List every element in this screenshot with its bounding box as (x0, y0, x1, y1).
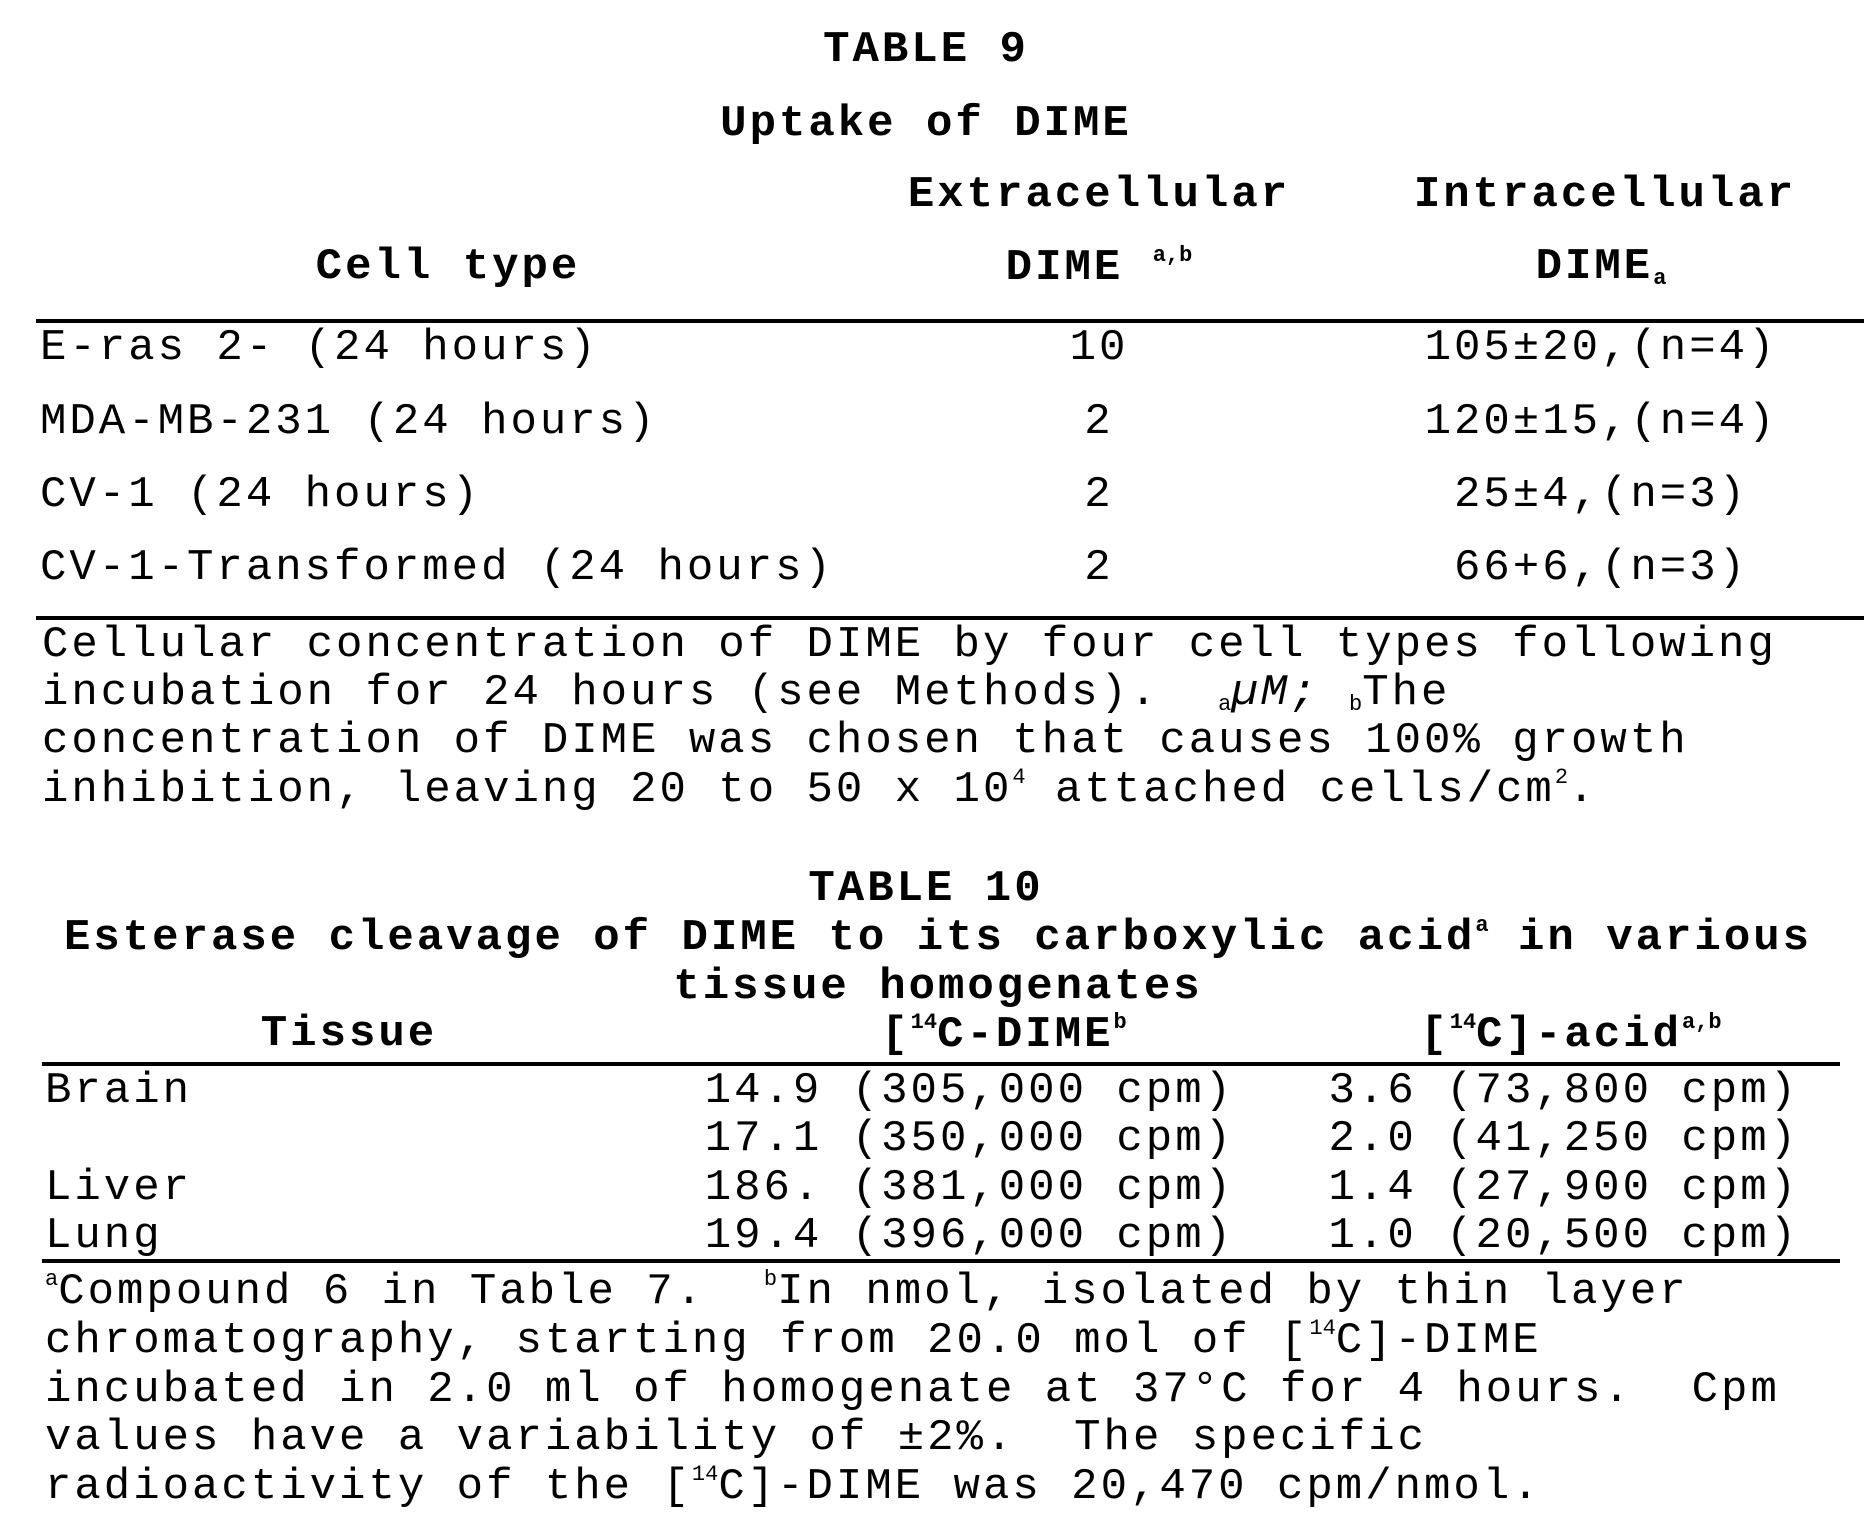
header-cell-type: Cell type (316, 245, 581, 289)
dime-value: 19.4 (396,000 cpm) (705, 1214, 1234, 1258)
caption-line: Cellular concentration of DIME by four cell types following (42, 623, 1777, 667)
footnote-text: radioactivity of the [ (45, 1462, 692, 1512)
header-c14-acid (1420, 1012, 1721, 1057)
header-text: DIME (1006, 243, 1124, 293)
footnote-line: incubated in 2.0 ml of homogenate at 37°C for 4 hours. Cpm (45, 1368, 1780, 1412)
title-text: Esterase cleavage of DIME to its carboxylic acid (64, 913, 1475, 963)
footnote-text: In nmol, isolated by thin layer (777, 1267, 1689, 1317)
cell-type: MDA-MB-231 (24 hours) (40, 400, 658, 444)
footnote-line (45, 1269, 1689, 1314)
isotope: 14 (1450, 1010, 1476, 1035)
acid-value: 3.6 (73,800 cpm) (1329, 1069, 1799, 1113)
table10-label: TABLE 10 (808, 867, 1043, 911)
extracellular-value: 2 (1084, 473, 1113, 517)
bracket: [ (881, 1010, 910, 1060)
exponent: 4 (1012, 765, 1025, 790)
title-text: in various (1489, 913, 1812, 963)
cell-type: CV-1 (24 hours) (40, 473, 481, 517)
footnote-mark: a (45, 1267, 58, 1292)
acid-value: 2.0 (41,250 cpm) (1329, 1117, 1799, 1161)
caption-line (42, 671, 1450, 716)
intracellular-value: 120±15,(n=4) (1425, 400, 1778, 444)
tissue: Liver (45, 1166, 192, 1210)
tissue: Brain (45, 1069, 192, 1113)
footnote-mark: a,b (1153, 243, 1193, 268)
footnote-text: Compound 6 in Table 7. (58, 1267, 764, 1317)
table10-bottom-rule (42, 1259, 1840, 1263)
footnote-text: chromatography, starting from 20.0 mol of [ (45, 1316, 1309, 1366)
intracellular-value: 66+6,(n=3) (1454, 546, 1748, 590)
header-text: C-DIME (937, 1010, 1113, 1060)
footnote-mark: a (1475, 913, 1488, 938)
footnote-text: C]-DIME (1336, 1316, 1542, 1366)
header-extracellular-line2 (1006, 245, 1193, 290)
footnote-line (45, 1318, 1542, 1363)
header-extracellular-line1: Extracellular (908, 173, 1290, 217)
caption-text: µM; (1231, 668, 1349, 718)
header-c14-dime (881, 1012, 1126, 1057)
bracket: [ (1420, 1010, 1449, 1060)
header-intracellular-line2 (1536, 245, 1667, 290)
isotope: 14 (692, 1462, 718, 1487)
header-text: DIME (1536, 242, 1654, 292)
caption-text: incubation for 24 hours (see Methods). (42, 668, 1218, 718)
caption-line: concentration of DIME was chosen that causes 100% growth (42, 719, 1689, 763)
intracellular-value: 25±4,(n=3) (1454, 473, 1748, 517)
acid-value: 1.4 (27,900 cpm) (1329, 1166, 1799, 1210)
footnote-line: values have a variability of ±2%. The specific (45, 1416, 1427, 1460)
footnote-mark: b (1114, 1010, 1127, 1035)
dime-value: 186. (381,000 cpm) (705, 1166, 1234, 1210)
header-intracellular-line1: Intracellular (1414, 173, 1796, 217)
isotope: 14 (911, 1010, 937, 1035)
footnote-mark: a (1653, 266, 1666, 291)
footnote-text: C]-DIME was 20,470 cpm/nmol. (718, 1462, 1541, 1512)
exponent: 2 (1555, 765, 1568, 790)
table9-label: TABLE 9 (823, 28, 1029, 72)
caption-text: inhibition, leaving 20 to 50 x 10 (42, 765, 1012, 815)
caption-line (42, 767, 1597, 812)
isotope: 14 (1309, 1316, 1335, 1341)
dime-value: 14.9 (305,000 cpm) (705, 1069, 1234, 1113)
table9-title: Uptake of DIME (720, 102, 1132, 146)
header-tissue: Tissue (261, 1012, 437, 1056)
cell-type: E-ras 2- (24 hours) (40, 326, 599, 370)
footnote-mark: a,b (1682, 1010, 1722, 1035)
tissue: Lung (45, 1214, 163, 1258)
footnote-mark: b (1349, 692, 1362, 717)
caption-text: . (1568, 765, 1597, 815)
cell-type: CV-1-Transformed (24 hours) (40, 546, 834, 590)
extracellular-value: 2 (1084, 546, 1113, 590)
acid-value: 1.0 (20,500 cpm) (1329, 1214, 1799, 1258)
footnote-line (45, 1464, 1542, 1509)
table10-title-line1 (64, 915, 1812, 960)
caption-text: The (1362, 668, 1450, 718)
extracellular-value: 2 (1084, 400, 1113, 444)
intracellular-value: 105±20,(n=4) (1425, 326, 1778, 370)
dime-value: 17.1 (350,000 cpm) (705, 1117, 1234, 1161)
caption-text: attached cells/cm (1026, 765, 1555, 815)
footnote-mark: b (764, 1267, 777, 1292)
footnote-mark: a (1218, 692, 1231, 717)
extracellular-value: 10 (1070, 326, 1129, 370)
header-text: C]-acid (1476, 1010, 1682, 1060)
table10-title-line2: tissue homogenates (673, 965, 1202, 1009)
